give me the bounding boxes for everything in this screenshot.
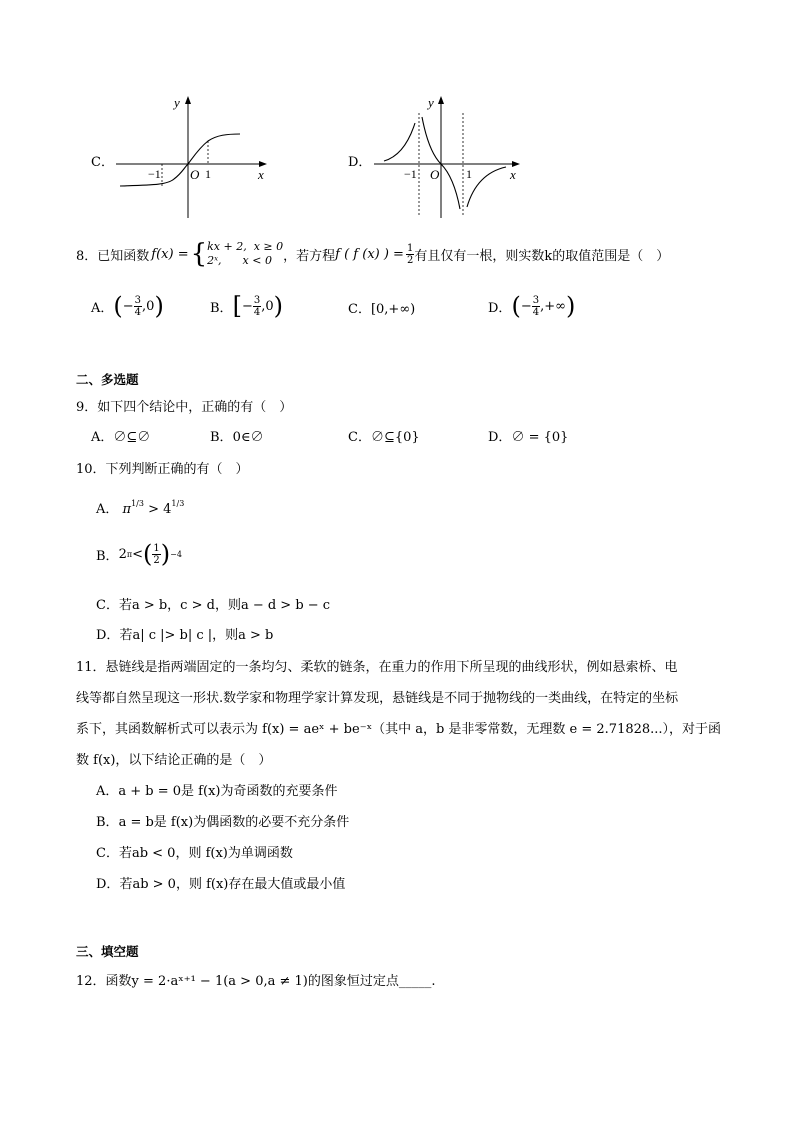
q8-option-d-den: 4	[532, 306, 540, 318]
q10-option-b-label: B．	[96, 548, 119, 564]
q12-stem: 12．函数y = 2·aˣ⁺¹ − 1(a > 0,a ≠ 1)的图象恒过定点_____.	[76, 974, 436, 989]
q8-option-c-text: [0,+∞)	[370, 302, 416, 317]
q11-line-3: 系下，其函数解析式可以表示为 f(x) = aeˣ + be⁻ˣ（其中 a，b 是非零常数，无理数 e = 2.71828...），对于函	[76, 722, 722, 737]
q11-option-d-label: D．	[96, 877, 120, 892]
q8-fx: f(x) =	[151, 246, 189, 262]
q8-option-a-frac	[134, 295, 142, 318]
q9-option-b-text: 0∈∅	[232, 430, 264, 445]
q8-option-a-label: A．	[91, 300, 114, 316]
graph-c-y-arrow	[185, 96, 191, 104]
q10-a-op: >	[148, 502, 164, 517]
q11-line-2: 线等都自然呈现这一形状.数学家和物理学家计算发现，悬链线是不同于抛物线的一类曲线，在特定的坐标	[76, 691, 679, 706]
q11-option-a-label: A．	[96, 784, 119, 799]
graph-d-curve-3	[467, 167, 506, 207]
graph-c-y-label: y	[174, 95, 180, 110]
q9-option-d	[488, 426, 568, 445]
graph-d-y-label: y	[428, 95, 434, 110]
q8-option-b-left: [	[232, 292, 242, 320]
graph-d-origin: O	[430, 167, 440, 182]
q8-option-d-right: )	[565, 292, 576, 320]
q10-option-b	[96, 536, 182, 572]
q8-option-d-tail: ,+∞	[540, 298, 566, 314]
q10-b-den: 2	[153, 554, 160, 566]
section-3-title: 三、填空题	[76, 944, 139, 959]
q8-cond1: x ≥ 0	[253, 240, 284, 253]
q10-option-d-label: D．	[96, 628, 120, 643]
q8-option-a-left: (	[113, 292, 123, 320]
q9-option-b	[210, 426, 263, 445]
q11-option-b-text: a = b是 f(x)为偶函数的必要不充分条件	[118, 815, 350, 830]
q8-ffx: f ( f (x) ) =	[335, 246, 404, 262]
q11-option-c-text: 若ab < 0，则 f(x)为单调函数	[118, 846, 293, 861]
q11-option-a	[96, 780, 337, 799]
q8-option-b-frac	[253, 295, 261, 318]
q8-option-a-neg: −	[122, 298, 134, 314]
q8-option-a-den: 4	[134, 306, 142, 318]
q8-option-a	[91, 290, 164, 322]
q8-option-b-tail: ,0	[261, 298, 274, 314]
q8-option-b-label: B．	[210, 300, 233, 316]
q10-b-rparen: )	[160, 540, 171, 568]
q8-option-b-den: 4	[253, 306, 261, 318]
graph-d-y-arrow	[438, 96, 444, 104]
option-c-label: C．	[91, 155, 114, 170]
q8-half-num: 1	[406, 242, 414, 254]
q8-cases	[207, 240, 283, 268]
q10-option-d	[96, 624, 273, 643]
q11-line-1: 11．悬链线是指两端固定的一条均匀、柔软的链条，在重力的作用下所呈现的曲线形状，例如悬索桥、电	[76, 660, 678, 675]
q9-option-c-text: ∅⊆{0}	[370, 430, 420, 445]
q11-option-a-text: a + b = 0是 f(x)为奇函数的充要条件	[118, 784, 338, 799]
q9-option-c-label: C．	[348, 430, 371, 445]
q10-a-exp2: 1/3	[171, 499, 185, 508]
q8-option-b-num: 3	[253, 294, 261, 306]
q10-b-exp: π	[126, 549, 133, 559]
graph-d	[370, 93, 530, 221]
section-2-title: 二、多选题	[76, 372, 139, 387]
q8-mid: ，若方程	[283, 248, 336, 264]
graph-c-origin: O	[190, 167, 200, 182]
graph-c-x-label: x	[258, 167, 264, 182]
q10-option-a-label: A．	[96, 502, 119, 517]
q8-option-b-neg: −	[241, 298, 253, 314]
q8-option-d-neg: −	[520, 298, 532, 314]
q11-option-d-text: 若ab > 0，则 f(x)存在最大值或最小值	[119, 877, 346, 892]
q9-option-b-label: B．	[210, 430, 233, 445]
q8-cond2: x < 0	[242, 254, 272, 267]
q10-b-op: <	[132, 546, 144, 562]
q9-option-d-label: D．	[488, 430, 512, 445]
q8-case1: kx + 2,	[207, 240, 247, 253]
q10-b-exp2: −4	[170, 549, 182, 559]
q10-option-c	[96, 594, 330, 613]
q11-option-b-label: B．	[96, 815, 119, 830]
q10-option-a	[96, 492, 184, 522]
q8-option-c	[348, 298, 415, 317]
q9-stem: 9．如下四个结论中，正确的有（ ）	[76, 400, 293, 415]
q9-option-a	[91, 426, 150, 445]
q11-line-4: 数 f(x)，以下结论正确的是（ ）	[76, 753, 272, 768]
q8-option-a-tail: ,0	[142, 298, 155, 314]
q11-option-b	[96, 811, 349, 830]
q8-option-d	[488, 290, 575, 322]
graph-c	[112, 93, 272, 221]
q9-option-a-label: A．	[91, 430, 114, 445]
q10-b-num: 1	[153, 542, 160, 554]
q8-brace: {	[190, 239, 208, 269]
graph-d-x-label: x	[510, 167, 516, 182]
graph-d-neg1: −1	[404, 167, 417, 181]
q11-option-c	[96, 842, 293, 861]
q8-option-d-label: D．	[488, 300, 512, 316]
q10-a-exp1: 1/3	[131, 499, 144, 508]
q9-option-c	[348, 426, 420, 445]
graph-c-one: 1	[205, 167, 211, 181]
q10-a-base1: π	[122, 502, 132, 517]
q8-half	[406, 243, 414, 266]
q8-option-a-num: 3	[134, 294, 142, 306]
q8-option-b	[210, 290, 283, 322]
graph-c-curve	[120, 134, 240, 186]
q8-suffix: 有且仅有一根，则实数k的取值范围是（ ）	[414, 248, 670, 264]
graph-d-one: 1	[466, 167, 472, 181]
q10-option-d-text: 若a| c |> b| c |，则a > b	[119, 628, 274, 643]
graph-c-neg1: −1	[148, 167, 161, 181]
q10-option-c-text: 若a > b，c > d，则a − d > b − c	[118, 598, 331, 613]
q8-option-c-label: C．	[348, 302, 371, 317]
graph-d-curve-1	[384, 123, 415, 161]
q10-stem: 10．下列判断正确的有（ ）	[76, 462, 249, 477]
q8-case2: 2ˣ,	[207, 254, 222, 267]
q8-option-d-frac	[532, 295, 540, 318]
option-d-label: D．	[348, 155, 372, 170]
q8-prefix: 8．已知函数	[76, 248, 150, 264]
q8-stem	[76, 236, 669, 272]
q8-option-b-right: )	[273, 292, 283, 320]
q11-option-c-label: C．	[96, 846, 119, 861]
q8-option-a-right: )	[154, 292, 164, 320]
q10-b-lparen: (	[143, 540, 153, 568]
q8-option-d-num: 3	[532, 294, 540, 306]
q9-option-d-text: ∅ = {0}	[511, 430, 569, 445]
q8-half-den: 2	[406, 254, 414, 266]
q10-b-base: 2	[118, 546, 127, 562]
q10-a-base2: 4	[163, 502, 172, 517]
q8-option-d-left: (	[511, 292, 521, 320]
q10-b-frac	[152, 543, 160, 566]
q9-option-a-text: ∅⊆∅	[113, 430, 151, 445]
q11-option-d	[96, 873, 345, 892]
q10-option-c-label: C．	[96, 598, 119, 613]
